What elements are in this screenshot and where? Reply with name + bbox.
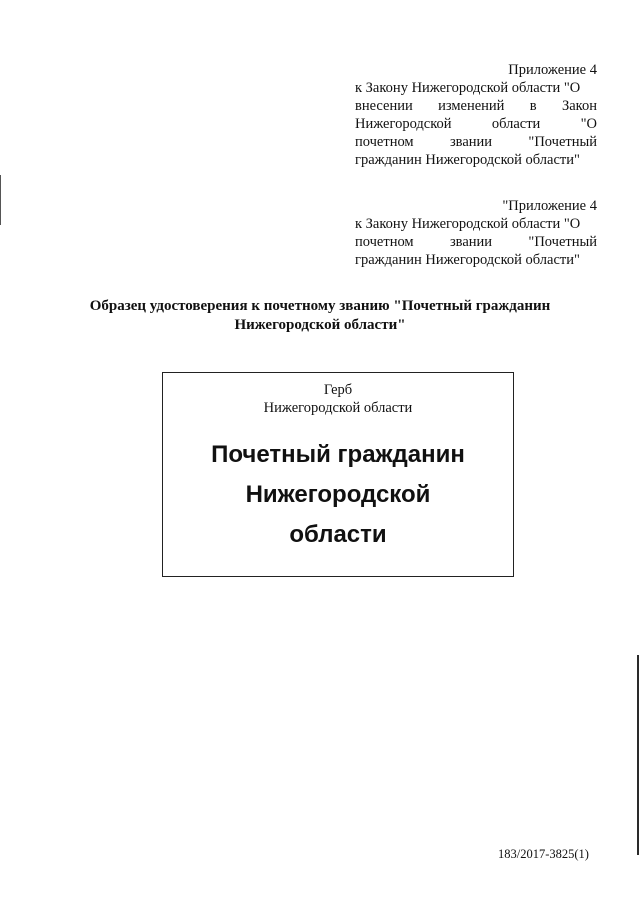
emblem-region: Нижегородской области [263,400,413,416]
scan-edge-artifact-right [637,655,639,855]
coat-of-arms-placeholder [163,381,513,417]
emblem-label: Герб [323,382,353,398]
certificate-title-line: области [289,521,387,548]
appendix-line: гражданин Нижегородской области" [355,152,580,168]
document-number: 183/2017-3825(1) [498,847,589,861]
appendix-heading: "Приложение 4 [502,198,597,214]
appendix-line: внесении изменений в Закон [355,98,597,114]
appendix-line: Нижегородской области "О [355,116,597,132]
document-title-line: Нижегородской области" [234,317,406,333]
certificate-sample [162,372,514,577]
appendix-heading: Приложение 4 [508,62,597,78]
appendix-line: к Закону Нижегородской области "О [355,216,581,232]
appendix-reference-current [355,61,597,169]
appendix-line: почетном звании "Почетный [355,234,597,250]
certificate-title [163,435,513,555]
scan-edge-artifact-left [0,175,1,225]
document-title [70,297,570,335]
certificate-title-line: Нижегородской [245,481,431,508]
document-title-line: Образец удостоверения к почетному званию "Почетный гражданин [89,298,551,314]
appendix-reference-original [355,197,597,269]
appendix-line: гражданин Нижегородской области" [355,252,580,268]
certificate-title-line: Почетный гражданин [211,441,465,468]
appendix-line: к Закону Нижегородской области "О [355,80,581,96]
appendix-line: почетном звании "Почетный [355,134,597,150]
